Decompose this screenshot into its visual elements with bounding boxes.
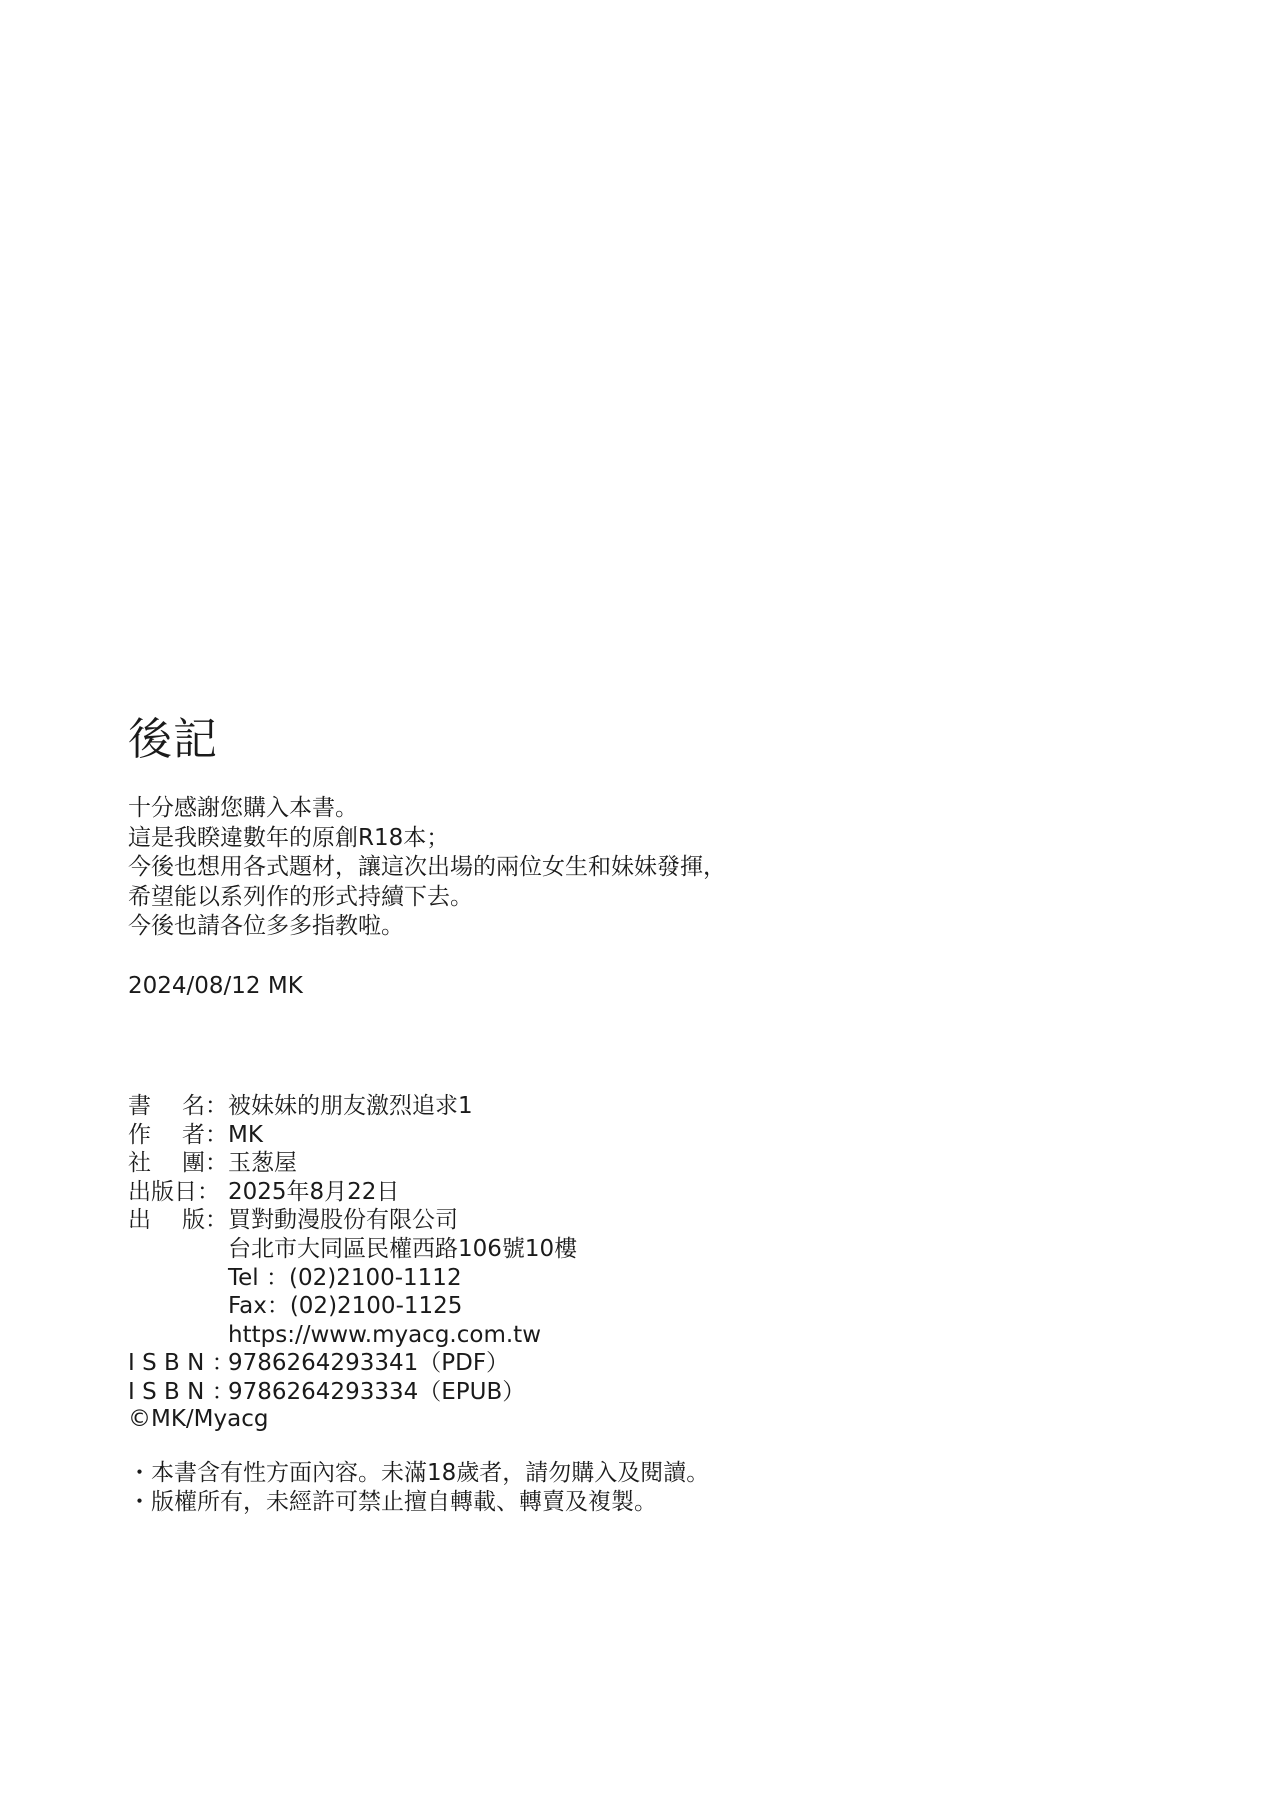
isbn-label: I S B N ： <box>128 1350 235 1377</box>
afterword-line: 今後也請各位多多指教啦。 <box>128 913 404 939</box>
colophon-author-row <box>128 1121 577 1150</box>
publisher-tel: Tel ：(02)2100-1112 <box>228 1264 462 1291</box>
publisher-address: 台北市大同區民權西路106號10樓 <box>228 1235 578 1262</box>
copyright: ©MK/Myacg <box>128 1406 269 1432</box>
afterword-line: 希望能以系列作的形式持續下去。 <box>128 883 473 910</box>
afterword-line: 這是我睽違數年的原創R18本； <box>128 824 450 851</box>
colophon-circle-label: 社 團： <box>128 1150 228 1177</box>
colophon-circle-row <box>128 1149 577 1178</box>
book-circle: 玉葱屋 <box>228 1150 297 1177</box>
notice-item: ・版權所有，未經許可禁止擅自轉載、轉賣及複製。 <box>128 1489 657 1515</box>
afterword-line: 十分感謝您購入本書。 <box>128 795 358 821</box>
publisher-name: 買對動漫股份有限公司 <box>228 1207 458 1234</box>
publication-date: 2025年8月22日 <box>228 1178 400 1205</box>
colophon-publisher-label: 出 版： <box>128 1207 228 1234</box>
isbn-label: I S B N ： <box>128 1378 235 1405</box>
colophon-publisher-row <box>128 1206 577 1235</box>
afterword-signature: 2024/08/12 MK <box>128 973 303 999</box>
colophon-isbn-epub-row <box>128 1378 577 1407</box>
colophon-author-label: 作 者： <box>128 1121 228 1148</box>
isbn-pdf: 9786264293341（PDF） <box>228 1350 510 1377</box>
colophon-title-label: 書 名： <box>128 1093 228 1119</box>
publisher-fax: Fax：(02)2100-1125 <box>228 1293 463 1320</box>
afterword-body <box>128 794 726 942</box>
colophon-date-label: 出版日： <box>128 1178 220 1205</box>
book-author: MK <box>228 1121 263 1148</box>
colophon-isbn-pdf-row <box>128 1349 577 1378</box>
colophon <box>128 1092 577 1407</box>
book-title: 被妹妹的朋友激烈追求1 <box>228 1093 473 1119</box>
notices <box>128 1459 709 1517</box>
colophon-date-row <box>128 1178 577 1207</box>
afterword-title: 後記 <box>128 714 218 765</box>
notice-item: ・本書含有性方面內容。未滿18歲者，請勿購入及閱讀。 <box>128 1460 710 1486</box>
publisher-website: https://www.myacg.com.tw <box>228 1321 542 1348</box>
afterword-line: 今後也想用各式題材，讓這次出場的兩位女生和妹妹發揮， <box>128 854 726 880</box>
isbn-epub: 9786264293334（EPUB） <box>228 1378 526 1405</box>
colophon-title-row <box>128 1092 577 1121</box>
